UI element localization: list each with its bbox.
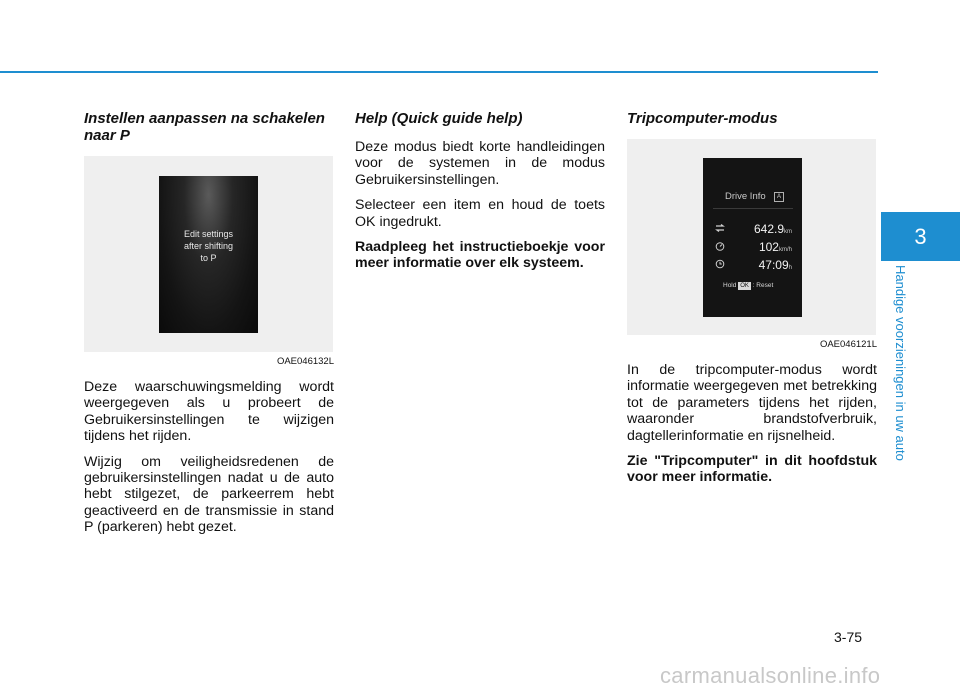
cluster-display-drive-info bbox=[703, 158, 802, 317]
time-value: 47:09 bbox=[758, 258, 789, 272]
column-right bbox=[627, 110, 877, 495]
speed-value: 102 bbox=[758, 240, 779, 254]
drive-info-row bbox=[703, 222, 802, 236]
column-middle bbox=[355, 110, 605, 281]
section-heading-help: Help (Quick guide help) bbox=[355, 110, 523, 127]
watermark: carmanualsonline.info bbox=[660, 663, 881, 688]
figure-code: OAE046132L bbox=[276, 356, 334, 367]
ok-badge: OK bbox=[740, 283, 749, 289]
distance-value: 642.9 bbox=[753, 222, 784, 236]
column-left bbox=[84, 110, 334, 545]
hold-label: Hold bbox=[723, 282, 737, 289]
hold-reset-hint bbox=[723, 282, 773, 290]
paragraph: Deze waarschuwingsmelding wordt weergegeven als u probeert de Gebruikersinstellingen te wijzigen tijdens het rijden. bbox=[84, 379, 334, 445]
distance-unit: km bbox=[784, 229, 792, 235]
paragraph: Wijzig om veiligheidsredenen de gebruikersinstellingen nadat u de auto hebt stilgezet, de parkeerrem hebt geactiveerd en de transmissie in stand P (parkeren) hebt gezet. bbox=[84, 453, 334, 536]
divider bbox=[713, 208, 793, 209]
speedometer-icon bbox=[715, 241, 725, 251]
figure-drive-info bbox=[627, 139, 876, 335]
paragraph: Selecteer een item en houd de toets OK ingedrukt. bbox=[355, 197, 605, 230]
chapter-title: Handige voorzieningen in uw auto bbox=[893, 265, 908, 461]
drive-info-row bbox=[703, 240, 802, 254]
paragraph-bold: Zie "Tripcomputer" in dit hoofdstuk voor meer informatie. bbox=[627, 453, 877, 486]
page-number: 3-75 bbox=[834, 629, 863, 645]
clock-icon bbox=[715, 259, 725, 269]
figure-edit-settings bbox=[84, 156, 333, 352]
cluster-display-warning bbox=[159, 176, 258, 333]
reset-label: : Reset bbox=[752, 282, 774, 289]
drive-info-row bbox=[703, 258, 802, 272]
paragraph-bold: Raadpleeg het instructieboekje voor meer informatie over elk systeem. bbox=[355, 239, 605, 272]
fuel-economy-icon bbox=[715, 223, 725, 233]
section-heading-tripcomputer: Tripcomputer-modus bbox=[627, 110, 778, 127]
chapter-tab: 3 bbox=[881, 212, 960, 261]
header-rule bbox=[0, 71, 878, 73]
drive-info-title: Drive Info bbox=[725, 191, 766, 202]
section-heading-shift-to-p: Instellen aanpassen na schakelen naar P bbox=[84, 110, 325, 144]
paragraph: In de tripcomputer-modus wordt informatie weergegeven met betrekking tot de parameters tijdens het rijden, waaronder brandstofverbruik, dagtellerinformatie en rijsnelheid. bbox=[627, 362, 877, 444]
warning-message: Edit settings after shifting to P bbox=[183, 229, 234, 263]
figure-code: OAE046121L bbox=[819, 339, 877, 350]
time-unit: h bbox=[788, 265, 792, 271]
badge-a: A bbox=[774, 192, 784, 202]
paragraph: Deze modus biedt korte handleidingen voor de systemen in de modus Gebruikersinstellingen. bbox=[355, 139, 605, 188]
speed-unit: km/h bbox=[778, 247, 792, 253]
